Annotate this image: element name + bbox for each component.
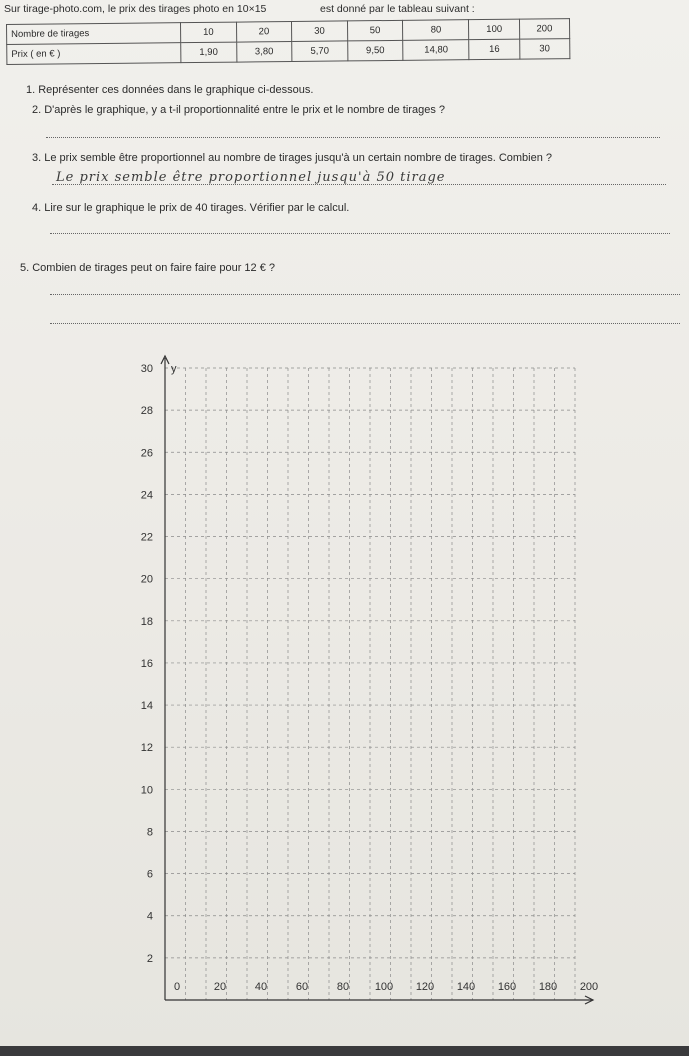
y-tick-label: 2 bbox=[146, 952, 153, 965]
question-3: 3. Le prix semble être proportionnel au nombre de tirages jusqu'à un certain nombre de tirages. Combien ? bbox=[32, 152, 553, 164]
table-cell: 1,90 bbox=[181, 42, 237, 63]
y-tick-label: 20 bbox=[140, 573, 153, 586]
table-cell: 9,50 bbox=[347, 40, 403, 61]
table-cell: 3,80 bbox=[236, 42, 292, 63]
y-tick-label: 8 bbox=[146, 826, 153, 839]
table-cell: 50 bbox=[347, 20, 403, 41]
x-tick-label: 120 bbox=[415, 981, 435, 993]
x-tick-label: 100 bbox=[374, 981, 394, 993]
question-4: 4. Lire sur le graphique le prix de 40 tirages. Vérifier par le calcul. bbox=[32, 202, 350, 214]
intro-text: Sur tirage-photo.com, le prix des tirages photo en bbox=[4, 3, 234, 15]
x-tick-label: 160 bbox=[497, 981, 517, 993]
y-tick-label: 18 bbox=[140, 615, 153, 628]
y-tick-label: 6 bbox=[146, 868, 153, 881]
intro-tail: est donné par le tableau suivant : bbox=[320, 3, 475, 15]
y-axis-label: y bbox=[171, 363, 177, 375]
question-2: 2. D'après le graphique, y a t-il proportionnalité entre le prix et le nombre de tirages ? bbox=[32, 104, 445, 116]
y-tick-label: 16 bbox=[140, 657, 153, 670]
x-tick-label: 20 bbox=[213, 981, 227, 993]
x-tick-label: 40 bbox=[254, 981, 268, 993]
x-tick-label: 140 bbox=[456, 981, 476, 993]
axes bbox=[161, 356, 593, 1004]
photo-edge bbox=[0, 1046, 689, 1056]
intro-format: 10×15 bbox=[236, 3, 267, 15]
y-tick-label: 26 bbox=[140, 447, 153, 460]
row-label-price: Prix ( en € ) bbox=[7, 43, 181, 65]
x-tick-label: 80 bbox=[336, 981, 350, 993]
question-5: 5. Combien de tirages peut on faire faire pour 12 € ? bbox=[20, 262, 275, 274]
table-cell: 16 bbox=[469, 39, 519, 60]
y-tick-label: 4 bbox=[146, 910, 153, 923]
y-tick-label: 30 bbox=[140, 363, 153, 375]
y-tick-label: 12 bbox=[140, 742, 153, 755]
x-tick-label: 60 bbox=[295, 981, 309, 993]
table-cell: 5,70 bbox=[292, 41, 348, 62]
y-tick-label: 24 bbox=[140, 489, 153, 502]
row-label-count: Nombre de tirages bbox=[7, 23, 181, 45]
y-tick-label: 22 bbox=[140, 531, 153, 544]
table-cell: 200 bbox=[519, 19, 569, 40]
table-cell: 10 bbox=[180, 22, 236, 43]
table-cell: 20 bbox=[236, 22, 292, 43]
question-1: 1. Représenter ces données dans le graphique ci-dessous. bbox=[26, 84, 314, 96]
table-cell: 30 bbox=[519, 39, 569, 60]
y-tick-label: 10 bbox=[140, 784, 153, 797]
grid bbox=[165, 368, 575, 1000]
x-tick-label: 180 bbox=[538, 981, 558, 993]
table-cell: 30 bbox=[292, 21, 348, 42]
table-cell: 80 bbox=[403, 20, 469, 41]
y-tick-label: 28 bbox=[140, 405, 153, 418]
tick-labels bbox=[141, 363, 598, 993]
y-tick-label: 14 bbox=[140, 700, 153, 713]
x-tick-label: 0 bbox=[173, 981, 181, 993]
table-cell: 100 bbox=[469, 19, 519, 40]
handwritten-answer: Le prix semble être proportionnel jusqu'à 50 tirage bbox=[56, 170, 446, 185]
table-cell: 14,80 bbox=[403, 40, 469, 61]
x-tick-label: 200 bbox=[579, 981, 599, 993]
